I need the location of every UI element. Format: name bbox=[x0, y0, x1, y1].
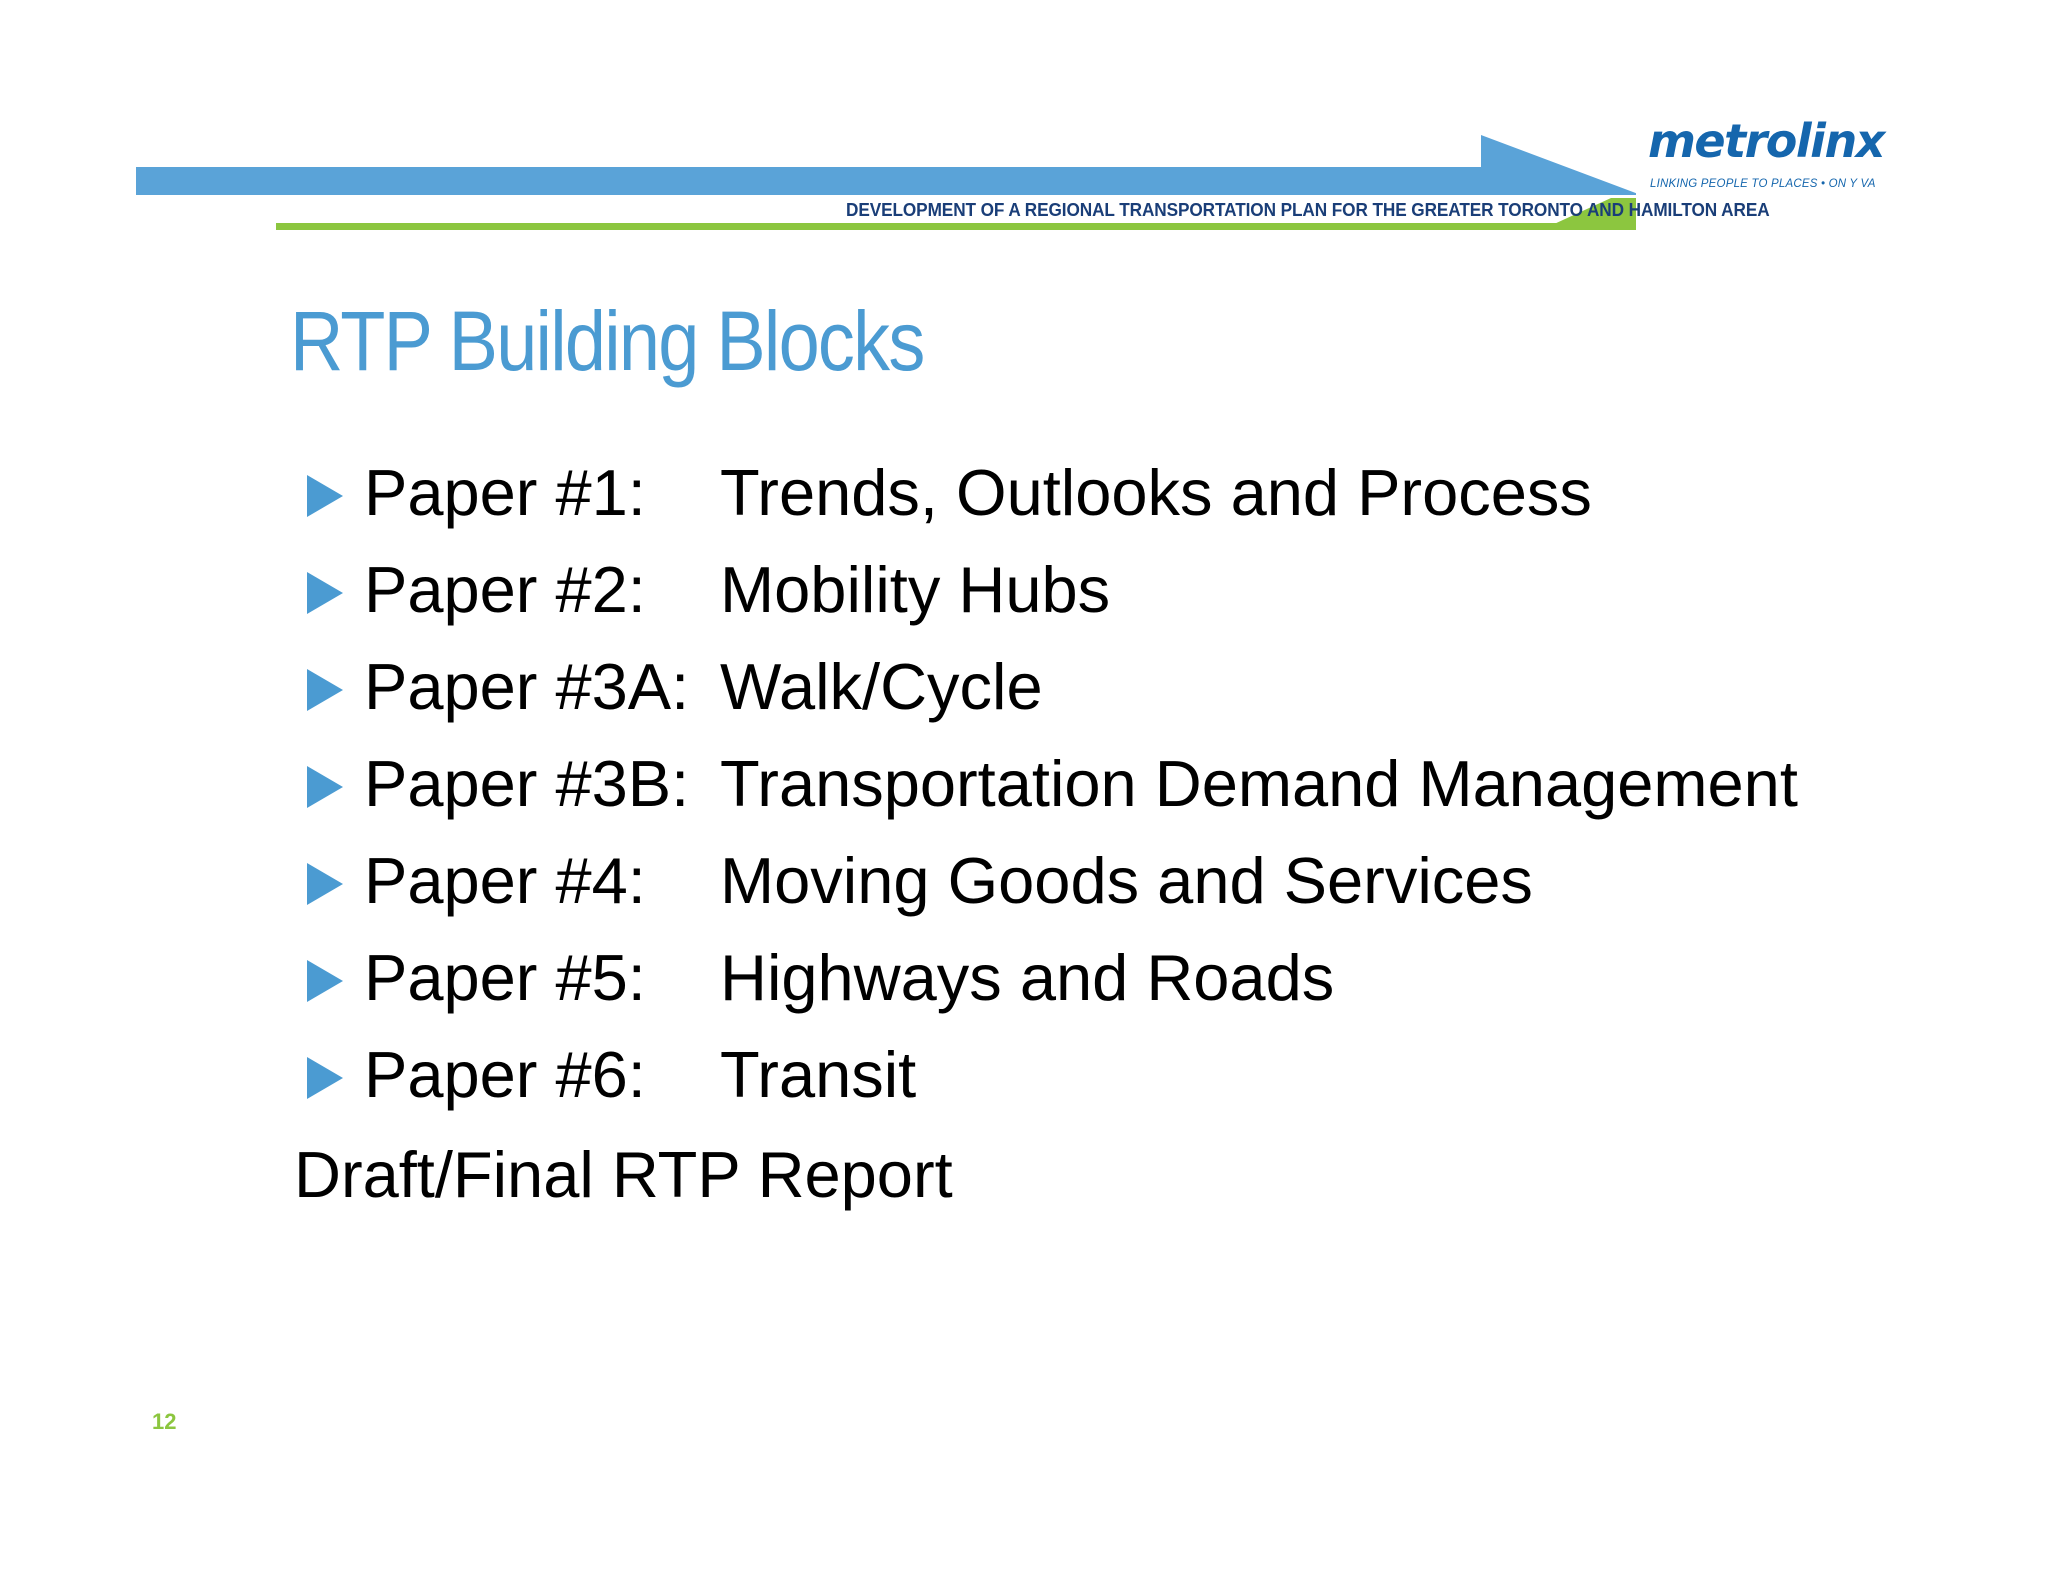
page-number: 12 bbox=[152, 1409, 177, 1434]
play-triangle-icon bbox=[307, 1057, 343, 1099]
paper-topic: Moving Goods and Services bbox=[720, 844, 1533, 917]
paper-label: Paper #6: bbox=[364, 1038, 646, 1111]
blue-arrow-band bbox=[136, 135, 1636, 195]
play-triangle-icon bbox=[307, 572, 343, 614]
play-triangle-icon bbox=[307, 766, 343, 808]
logo-tagline: LINKING PEOPLE TO PLACES • ON Y VA bbox=[1650, 178, 1876, 190]
play-triangle-icon bbox=[307, 475, 343, 517]
play-triangle-icon bbox=[307, 669, 343, 711]
header-caption: DEVELOPMENT OF A REGIONAL TRANSPORTATION PLAN FOR THE GREATER TORONTO AND HAMILTON AREA bbox=[846, 199, 1770, 220]
paper-topic: Walk/Cycle bbox=[720, 650, 1043, 723]
slide-title: RTP Building Blocks bbox=[290, 294, 924, 388]
paper-label: Paper #4: bbox=[364, 844, 646, 917]
logo-wordmark: metrolinx bbox=[1648, 114, 1884, 168]
metrolinx-logo bbox=[1648, 114, 1888, 198]
play-triangle-icon bbox=[307, 863, 343, 905]
paper-label: Paper #3A: bbox=[364, 650, 690, 723]
paper-label: Paper #1: bbox=[364, 456, 646, 529]
paper-topic: Transportation Demand Management bbox=[720, 747, 1798, 820]
green-underline-band bbox=[276, 223, 1626, 230]
final-report-line: Draft/Final RTP Report bbox=[294, 1138, 953, 1211]
paper-topic: Trends, Outlooks and Process bbox=[720, 456, 1592, 529]
paper-label: Paper #3B: bbox=[364, 747, 690, 820]
paper-topic: Transit bbox=[720, 1038, 917, 1111]
play-triangle-icon bbox=[307, 960, 343, 1002]
paper-topic: Mobility Hubs bbox=[720, 553, 1111, 626]
paper-topic: Highways and Roads bbox=[720, 941, 1335, 1014]
paper-label: Paper #5: bbox=[364, 941, 646, 1014]
paper-label: Paper #2: bbox=[364, 553, 646, 626]
